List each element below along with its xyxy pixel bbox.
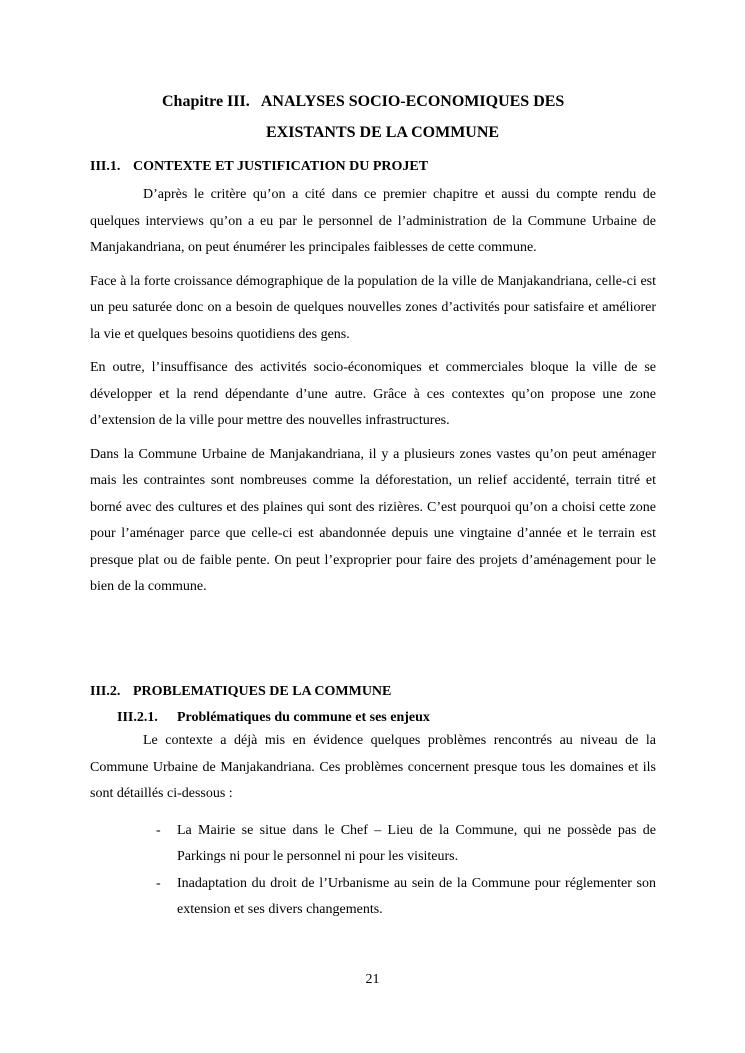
chapter-title-line2: EXISTANTS DE LA COMMUNE xyxy=(266,124,500,141)
chapter-heading-line1 xyxy=(90,86,656,117)
section-2-number: III.2. xyxy=(90,684,121,699)
page-number: 21 xyxy=(365,972,380,987)
paragraph: Dans la Commune Urbaine de Manjakandriana, il y a plusieurs zones vastes qu’on peut aménager mais les contraintes sont nombreuses comme la déforestation, un relief accidenté, terrain titré et borné avec des cultures et des plaines qui sont des rizières. C’est pourquoi qu’on a choisi cette zone pour l’aménager parce que celle-ci est abandonnée depuis une vingtaine d’année et le terrain est presque plat ou de faible pente. On peut l’exproprier pour faire des projets d’aménagement pour le bien de la commune. xyxy=(90,446,656,594)
section-1-heading xyxy=(90,157,656,177)
chapter-number: Chapitre III. xyxy=(162,93,250,110)
list-item xyxy=(90,818,656,871)
list-item xyxy=(90,871,656,924)
subsection-number: III.2.1. xyxy=(117,710,158,725)
subsection-heading xyxy=(90,708,656,728)
paragraph: Le contexte a déjà mis en évidence quelques problèmes rencontrés au niveau de la Commune Urbaine de Manjakandriana. Ces problèmes concernent presque tous les domaines et ils sont détaillés ci-dessous : xyxy=(90,733,656,801)
chapter-title-line1: ANALYSES SOCIO-ECONOMIQUES DES xyxy=(260,93,565,110)
section-1-title: CONTEXTE ET JUSTIFICATION DU PROJET xyxy=(133,159,429,174)
list-item-text: La Mairie se situe dans le Chef – Lieu de la Commune, qui ne possède pas de Parkings ni pour le personnel ni pour les visiteurs. xyxy=(177,822,656,864)
subsection-title: Problématiques du commune et ses enjeux xyxy=(177,710,430,725)
section-2-title: PROBLEMATIQUES DE LA COMMUNE xyxy=(133,684,392,699)
paragraph: D’après le critère qu’on a cité dans ce premier chapitre et aussi du compte rendu de quelques interviews qu’on a eu par le personnel de l’administration de la Commune Urbaine de Manjakandriana, on peut énumérer les principales faiblesses de cette commune. xyxy=(90,187,656,255)
section-2 xyxy=(90,682,656,924)
bullet-marker: - xyxy=(156,822,161,838)
paragraph: Face à la forte croissance démographique de la population de la ville de Manjakandriana, celle-ci est un peu saturée donc on a besoin de quelques nouvelles zones d’activités pour satisfaire et améliorer la vie et quelques besoins quotidiens des gens. xyxy=(90,273,656,342)
bullet-marker: - xyxy=(156,875,161,891)
section-1-number: III.1. xyxy=(90,159,121,174)
bullet-list xyxy=(90,818,656,924)
section-2-heading xyxy=(90,682,656,702)
list-item-text: Inadaptation du droit de l’Urbanisme au sein de la Commune pour réglementer son extension et ses divers changements. xyxy=(177,875,656,917)
paragraph: En outre, l’insuffisance des activités socio-économiques et commerciales bloque la ville de se développer et la rend dépendante d’une autre. Grâce à ces contextes qu’on propose une zone d’extension de la ville pour mettre des nouvelles infrastructures. xyxy=(90,360,656,428)
section-1 xyxy=(90,157,656,601)
chapter-heading xyxy=(90,86,656,148)
